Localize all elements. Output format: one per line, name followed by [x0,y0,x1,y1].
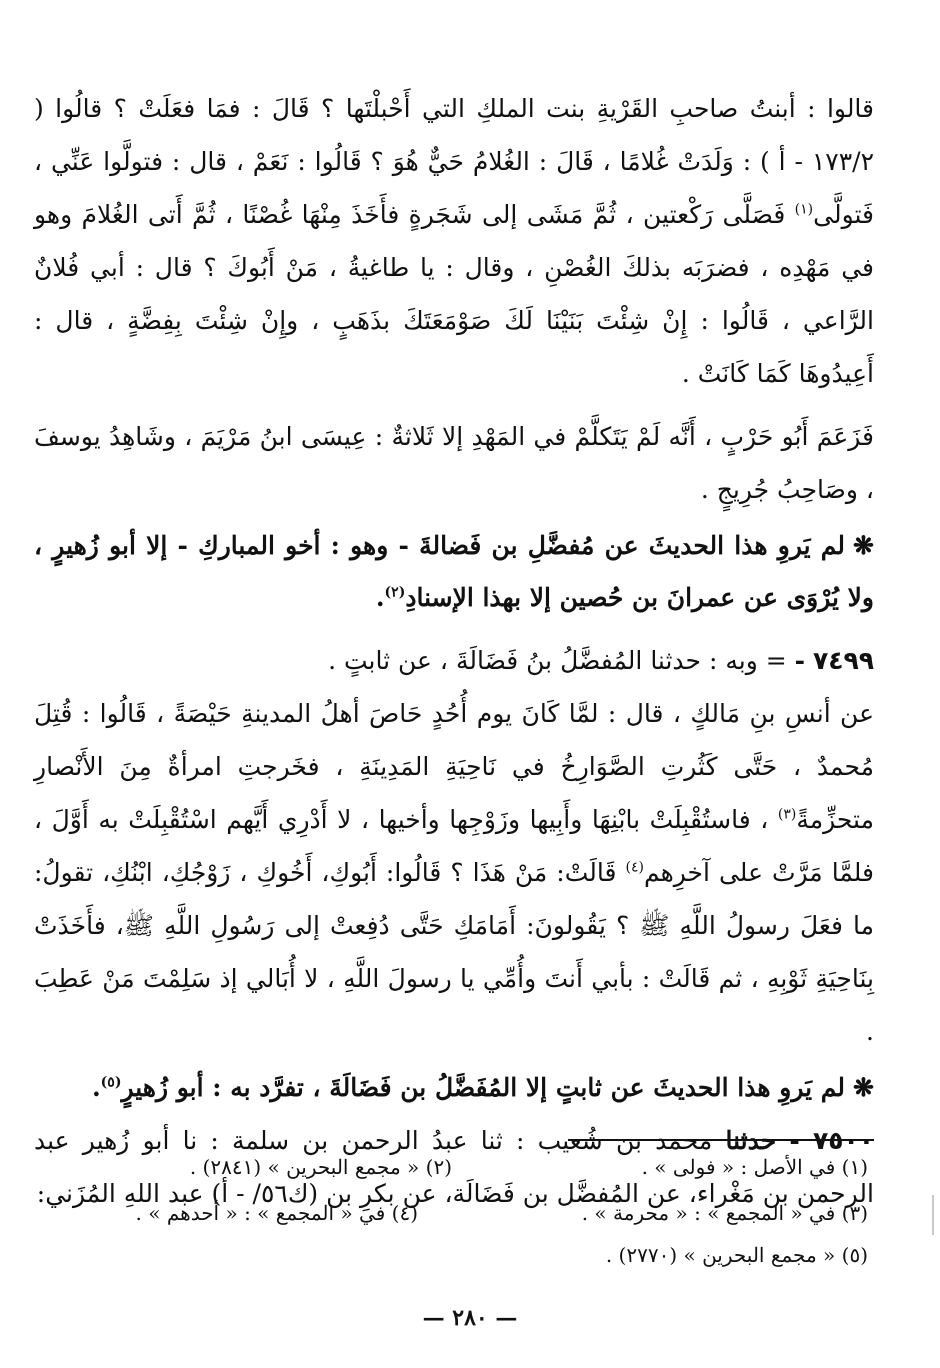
text-run: فَزَعَمَ أَبُو حَرْبٍ ، أَنَّه لَمْ يَتَكلَّمْ في المَهْدِ إلا ثَلاثةٌ : عِيسَى ابنُ مَرْيَمَ ، وشَاهِدُ يوسفَ ، وصَاحِبُ جُرِيجٍ . [34,422,874,504]
paragraph-intro [34,82,874,400]
editor-note-1 [34,520,874,624]
footnote-1: (١) في الأصل : « فولى » . [641,1155,868,1179]
page-number: — ٢٨٠ — [422,1305,518,1331]
hadith-intro: = وبه : حدثنا المُفضَّلُ بنُ فَضَالَةَ ، عن ثابتٍ . [328,646,787,675]
hadith-7499-heading [34,634,874,687]
footnote-marker-1: (١) [794,201,814,218]
footnote-marker-5: (٥) [100,1074,122,1091]
hadith-number: ٧٤٩٩ [812,646,874,675]
note-text: لم يَروِ هذا الحديثَ عن مُفضَّلِ بن فَضالةَ - وهو : أخو المباركِ - إلا أبو زُهيرٍ ، ولا يُرْوَى عن عمرانَ بن حُصين إلا بهذا الإسنادِ [34,531,874,612]
manuscript-ref: (ك٥٦/ - أ) [211,1179,319,1208]
hadith-dash: - [794,646,805,675]
hadith-7499-body [34,687,874,1058]
hadith-dash: - [789,1126,800,1155]
text-run: ، فاستُقْبِلَتْ بابْنِهَا وأَبِيها وزَوْجِها وأخيها ، لا أَدْرِي أَيَّهم اسْتُقْبِلَتْ به أَوَّلَ ، فلمَّا مَرَّتْ على آخرِهم [34,805,874,887]
editor-note-2 [34,1062,874,1114]
paragraph-zaama [34,410,874,516]
note-text: لم يَروِ هذا الحديثَ عن ثابتٍ إلا المُفَضَّلُ بن فَضَالَةَ ، تفرَّد به : أبو زُهيرٍ [121,1073,846,1102]
footnote-5: (٥) « مجمع البحرين » (٢٧٧٠) . [605,1243,868,1267]
text-run: محمد بن شُعيب : ثنا عبدُ الرحمن بن سلمة : نا أبو زُهير عبد الرحمن بن مَغْراء، عن المُفضَّل بن فَضَالَة، عن بكرِ بن [34,1126,874,1208]
star-icon: ❋ [853,1073,874,1102]
text-run: فَصَلَّى رَكْعتين ، ثُمَّ مَشَى إلى شَجَرةٍ فأَخَذَ مِنْهَا غُصْنًا ، ثُمَّ أَتى الغُلامَ وهو في مَهْدِه ، فضرَبَه بذلكَ الغُصْنِ ، وقال : يا طاغيةُ ، مَنْ أَبُوكَ ؟ قال : أبي فُلانٌ الرَّاعي ، قَالُوا : إِنْ شِئْتَ بَنَيْنَا لَكَ صَوْمَعَتَكَ بذَهَبٍ ، وإِنْ شِئْتَ بِفِضَّةٍ ، قال : أَعِيدُوهَا كَمَا كَانَتْ . [34,200,874,388]
text-run: قالوا : أبنتُ صاحبِ القَرْيةِ بنت الملكِ التي أَحْبلْتَها ؟ قَالَ : فمَا فعَلَتْ ؟ قالُوا ( ١٧٣/٢ - أ ) : وَلَدَتْ غُلامًا ، قَالَ : الغُلامُ حَيٌّ هُوَ ؟ قَالُوا : نَعَمْ ، قال : فتولَّوا عَنِّي ، فَتولَّى [34,94,874,229]
footnote-separator [568,1139,874,1141]
footnote-marker-2: (٢) [384,584,406,601]
footnote-2: (٢) « مجمع البحرين » (٢٨٤١) . [189,1155,452,1179]
footnote-marker-3: (٣) [777,806,797,823]
footnote-marker-4: (٤) [625,859,644,876]
footnote-4: (٤) في « المجمع » : « أحدهم » . [135,1201,418,1225]
hadith-number: ٧٥٠٠ [812,1126,874,1155]
star-icon: ❋ [853,531,874,560]
text-run: عبد اللهِ المُزَني: [36,1179,204,1208]
period: . [375,583,385,612]
footnote-3: (٣) في « المجمع » : « محرمة » . [581,1201,868,1225]
page-body [34,82,874,1220]
text-run: قَالَتْ: مَنْ هَذَا ؟ قَالُوا: أَبُوكِ، أَخُوكِ ، زَوْجُكِ، ابْنُكِ، تقولُ: ما فعَلَ رسولُ اللَّهِ ﷺ ؟ يَقُولونَ: أَمَامَكِ حَتَّى دُفِعتْ إلى رَسُولِ اللَّهِ ﷺ، فأَخَذَتْ بِنَاحِيَةِ ثَوْبِهِ ، ثم قَالَتْ : بأبي أَنتَ وأُمِّي يا رسولَ اللَّهِ ، لا أُبَالي إذ سَلِمْتَ مَنْ عَطِبَ . [34,858,874,1046]
scan-edge-mark [932,1195,934,1235]
text-run: عن أنسِ بنِ مَالكٍ ، قال : لمَّا كَانَ يوم أُحُدٍ حَاصَ أهلُ المدينةِ حَيْصَةً ، قَالُوا : قُتِلَ مُحمدٌ ، حَتَّى كَثُرتِ الصَّوَارِخُ في نَاحِيَةِ المَدِينَةِ ، فخَرجتِ امرأةٌ مِنَ الأَنْصارِ متحزِّمةً [34,699,874,834]
period: . [91,1073,101,1102]
hadith-lead: حدثنا [725,1126,777,1155]
